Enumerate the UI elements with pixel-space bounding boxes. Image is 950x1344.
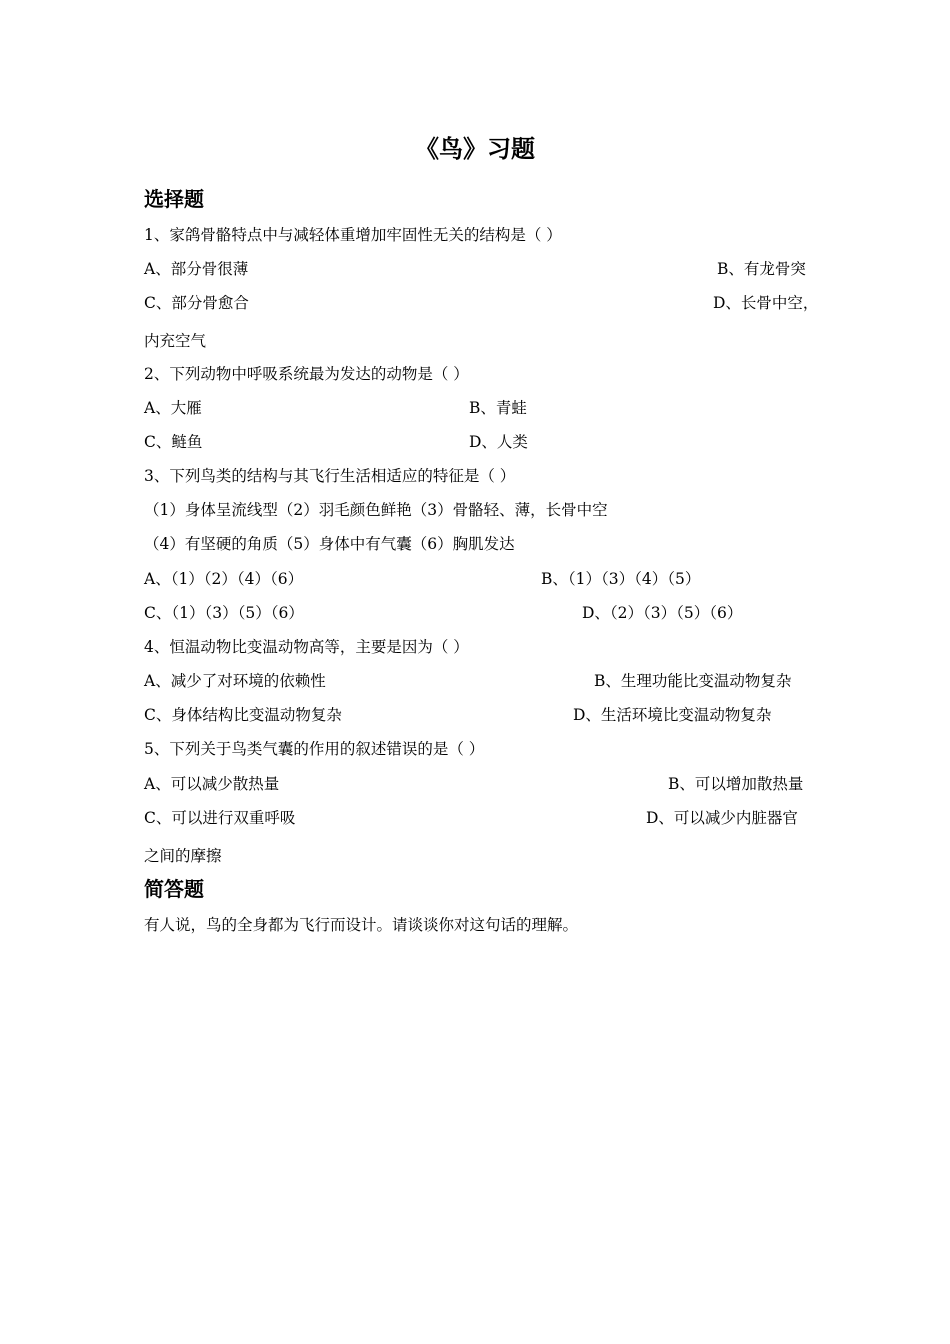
q1-option-b: B、有龙骨突 [717, 260, 806, 278]
q4-option-b: B、生理功能比变温动物复杂 [594, 672, 792, 690]
q2-option-b: B、青蛙 [469, 399, 527, 417]
q1-option-d-continued: 内充空气 [144, 332, 207, 350]
q2-option-a: A、大雁 [144, 399, 202, 417]
q3-option-b: B、（1）（3）（4）（5） [541, 570, 701, 588]
q3-option-c: C、（1）（3）（5）（6） [144, 604, 304, 622]
q3-option-a: A、（1）（2）（4）（6） [144, 570, 304, 588]
q3-option-d: D、（2）（3）（5）（6） [582, 604, 743, 622]
q3-features-line-2: （4）有坚硬的角质（5）身体中有气囊（6）胸肌发达 [144, 535, 515, 553]
q1-option-a: A、部分骨很薄 [144, 260, 249, 278]
q5-option-a: A、可以减少散热量 [144, 775, 280, 793]
q4-stem: 4、恒温动物比变温动物高等，主要是因为（ ） [144, 638, 469, 656]
q1-option-d: D、长骨中空， [713, 294, 819, 312]
section-heading-short-answer: 简答题 [144, 877, 204, 901]
q2-option-d: D、人类 [469, 433, 528, 451]
q3-features-line-1: （1）身体呈流线型（2）羽毛颜色鲜艳（3）骨骼轻、薄，长骨中空 [144, 501, 608, 519]
q1-stem: 1、家鸽骨骼特点中与减轻体重增加牢固性无关的结构是（ ） [144, 226, 562, 244]
essay-question: 有人说，鸟的全身都为飞行而设计。请谈谈你对这句话的理解。 [144, 916, 579, 934]
q3-stem: 3、下列鸟类的结构与其飞行生活相适应的特征是（ ） [144, 467, 516, 485]
q4-option-c: C、身体结构比变温动物复杂 [144, 706, 342, 724]
section-heading-choice: 选择题 [144, 187, 204, 211]
q5-option-c: C、可以进行双重呼吸 [144, 809, 296, 827]
q5-option-d-continued: 之间的摩擦 [144, 847, 222, 865]
q1-option-c: C、部分骨愈合 [144, 294, 249, 312]
q4-option-d: D、生活环境比变温动物复杂 [573, 706, 772, 724]
q5-stem: 5、下列关于鸟类气囊的作用的叙述错误的是（ ） [144, 740, 485, 758]
q5-option-d: D、可以减少内脏器官 [646, 809, 798, 827]
q5-option-b: B、可以增加散热量 [668, 775, 804, 793]
q4-option-a: A、减少了对环境的依赖性 [144, 672, 326, 690]
page-title: 《鸟》习题 [415, 135, 535, 163]
q2-stem: 2、下列动物中呼吸系统最为发达的动物是（ ） [144, 365, 469, 383]
q2-option-c: C、鲢鱼 [144, 433, 203, 451]
